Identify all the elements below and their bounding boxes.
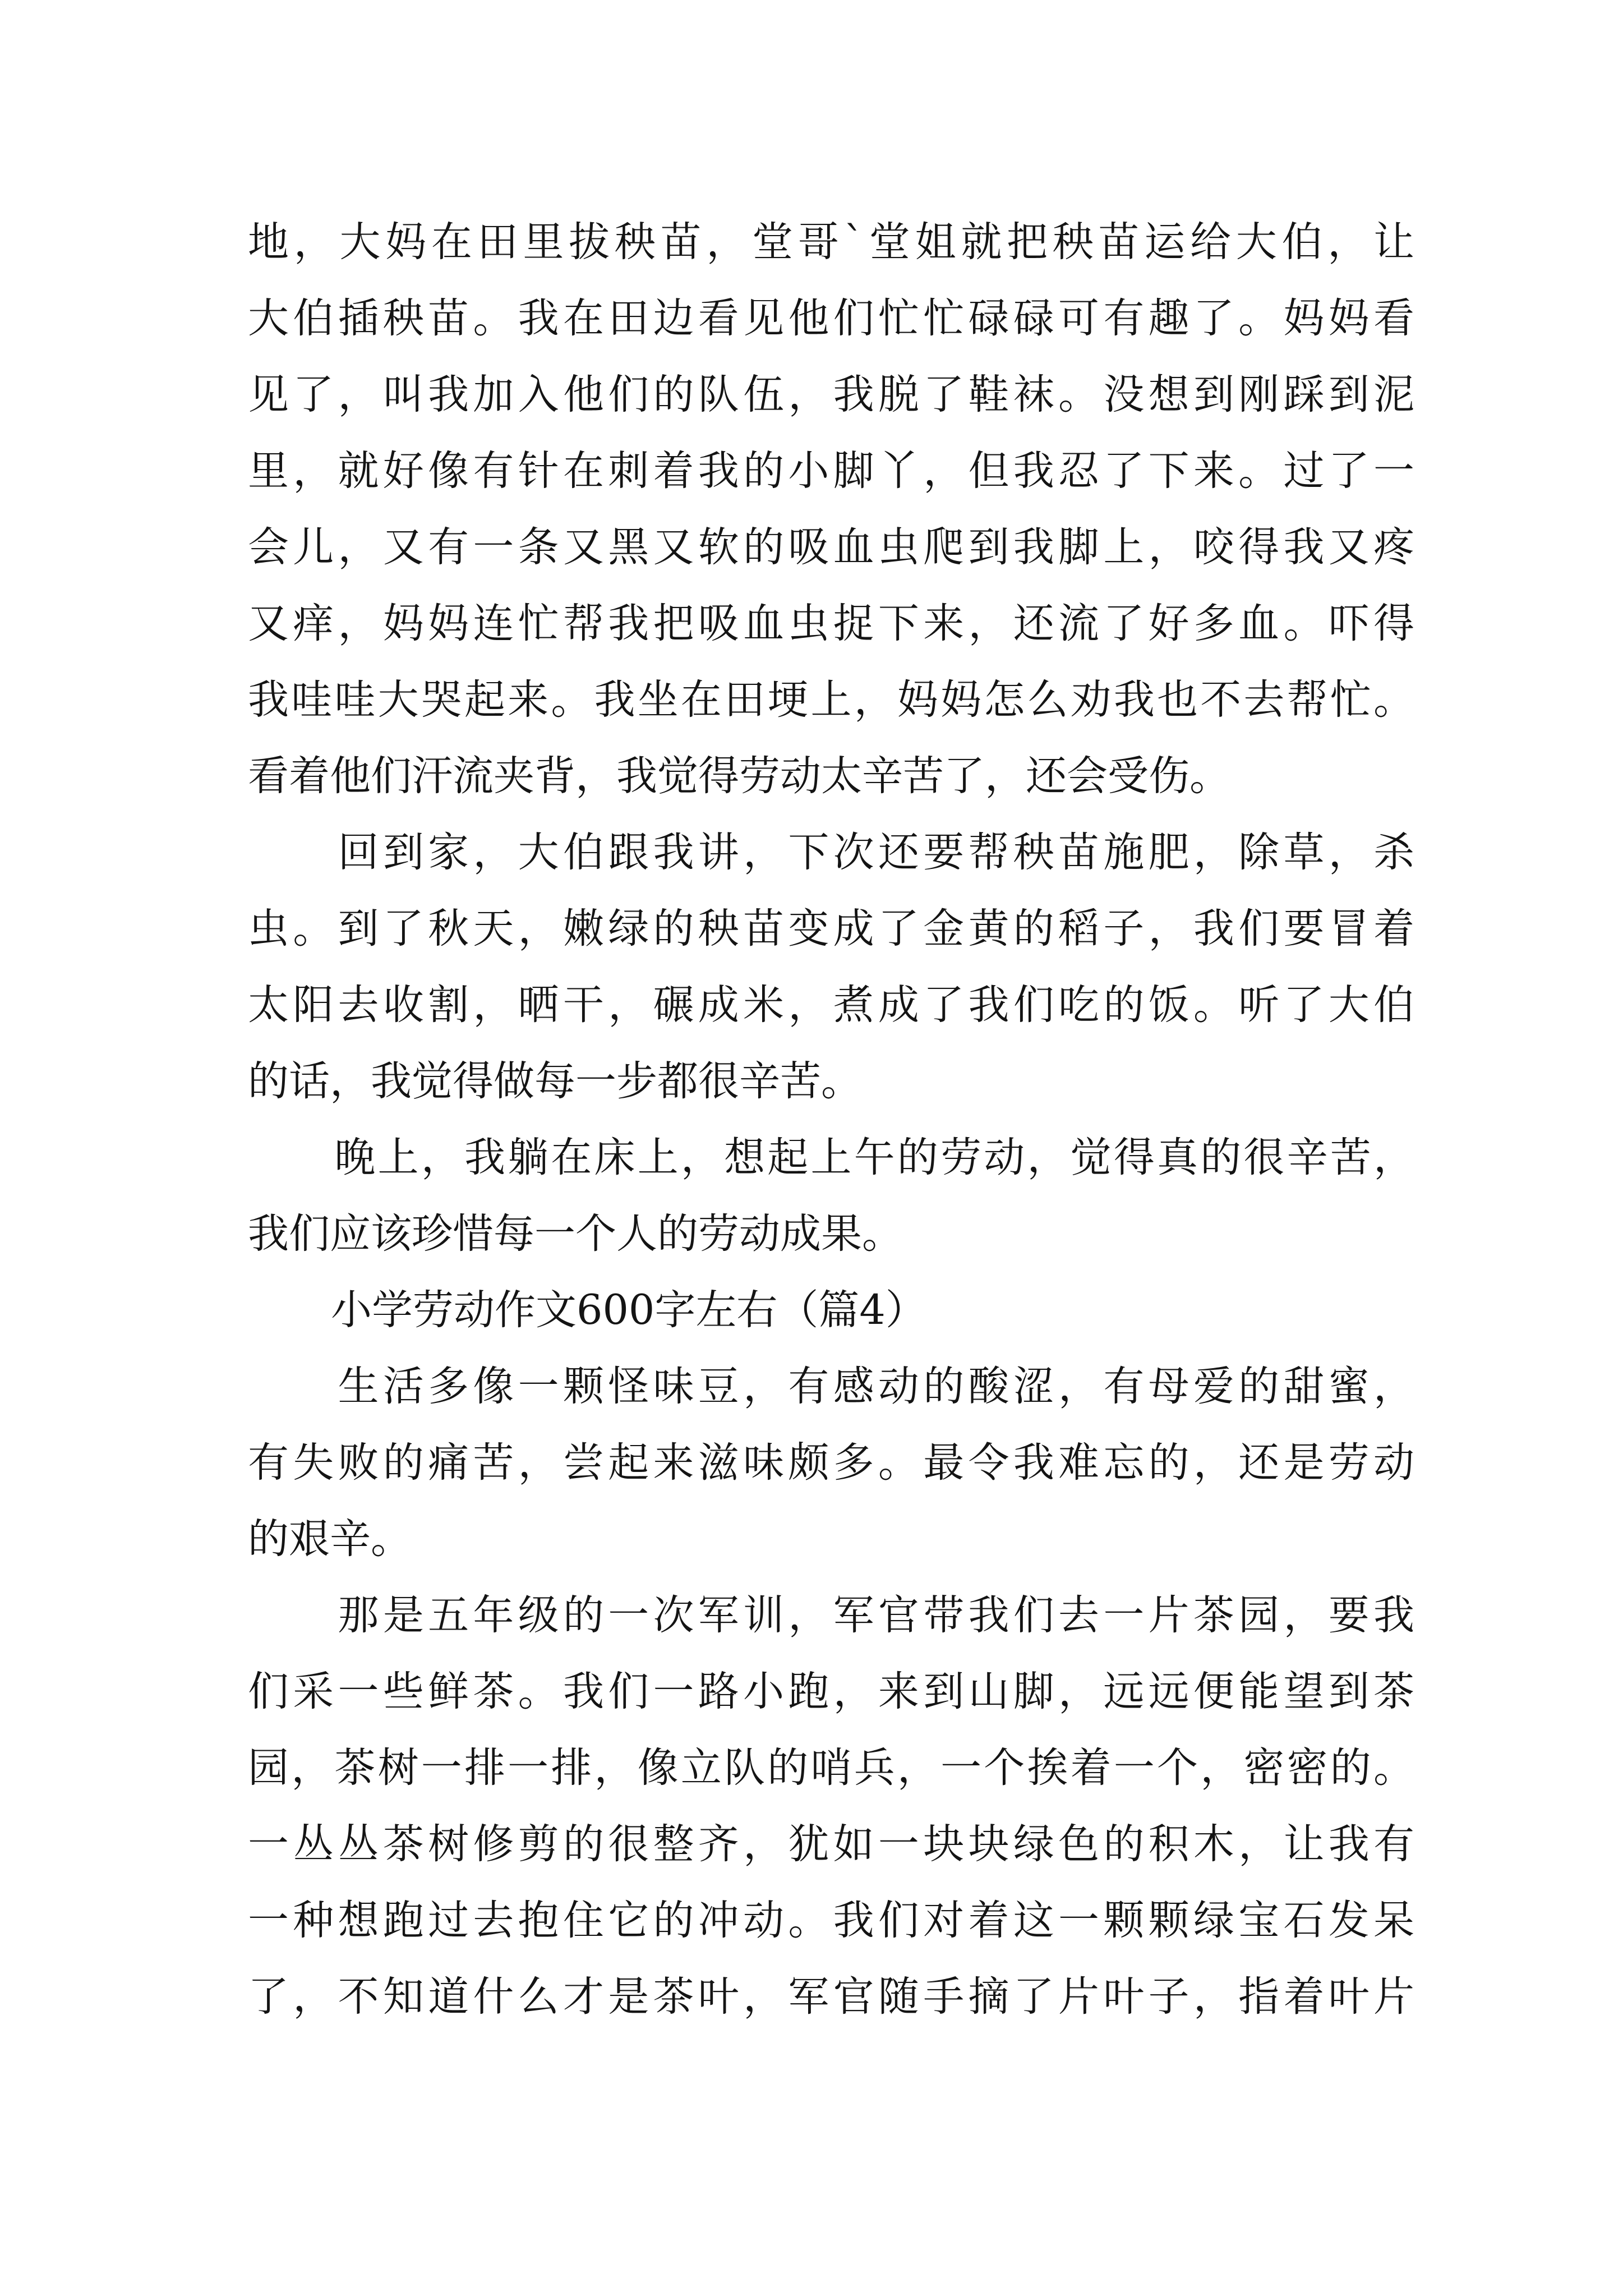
text-line: 虫。到了秋天，嫩绿的秧苗变成了金黄的稻子，我们要冒着 xyxy=(248,905,1414,953)
text-line: 会儿，又有一条又黑又软的吸血虫爬到我脚上，咬得我又疼 xyxy=(248,523,1414,571)
text-line: 生活多像一颗怪味豆，有感动的酸涩，有母爱的甜蜜， xyxy=(248,1363,1414,1410)
text-line: 又痒，妈妈连忙帮我把吸血虫捉下来，还流了好多血。吓得 xyxy=(248,600,1414,647)
text-line: 大伯插秧苗。我在田边看见他们忙忙碌碌可有趣了。妈妈看 xyxy=(248,295,1414,342)
text-line: 园，茶树一排一排，像立队的哨兵，一个挨着一个，密密的。 xyxy=(248,1744,1414,1792)
text-line: 们采一些鲜茶。我们一路小跑，来到山脚，远远便能望到茶 xyxy=(248,1668,1414,1715)
text-line: 晚上，我躺在床上，想起上午的劳动，觉得真的很辛苦， xyxy=(248,1134,1414,1181)
text-line: 地，大妈在田里拔秧苗，堂哥`堂姐就把秧苗运给大伯，让 xyxy=(248,218,1414,266)
text-line: 那是五年级的一次军训，军官带我们去一片茶园，要我 xyxy=(248,1591,1414,1639)
text-line: 见了，叫我加入他们的队伍，我脱了鞋袜。没想到刚踩到泥 xyxy=(248,371,1414,418)
text-line: 我们应该珍惜每一个人的劳动成果。 xyxy=(248,1210,903,1258)
text-line: 看着他们汗流夹背，我觉得劳动太辛苦了，还会受伤。 xyxy=(248,752,1230,800)
text-line: 的艰辛。 xyxy=(248,1515,412,1563)
text-line: 一种想跑过去抱住它的冲动。我们对着这一颗颗绿宝石发呆 xyxy=(248,1897,1414,1944)
text-line: 的话，我觉得做每一步都很辛苦。 xyxy=(248,1057,862,1105)
text-line: 我哇哇大哭起来。我坐在田埂上，妈妈怎么劝我也不去帮忙。 xyxy=(248,676,1414,724)
text-line: 太阳去收割，晒干，碾成米，煮成了我们吃的饭。听了大伯 xyxy=(248,981,1414,1029)
text-line: 有失败的痛苦，尝起来滋味颇多。最令我难忘的，还是劳动 xyxy=(248,1439,1414,1487)
text-line: 了，不知道什么才是茶叶，军官随手摘了片叶子，指着叶片 xyxy=(248,1973,1414,2021)
section-heading: 小学劳动作文600字左右（篇4） xyxy=(331,1286,926,1334)
text-line: 一丛丛茶树修剪的很整齐，犹如一块块绿色的积木，让我有 xyxy=(248,1820,1414,1868)
text-line: 里，就好像有针在刺着我的小脚丫，但我忍了下来。过了一 xyxy=(248,447,1414,495)
text-line: 回到家，大伯跟我讲，下次还要帮秧苗施肥，除草，杀 xyxy=(248,829,1414,876)
